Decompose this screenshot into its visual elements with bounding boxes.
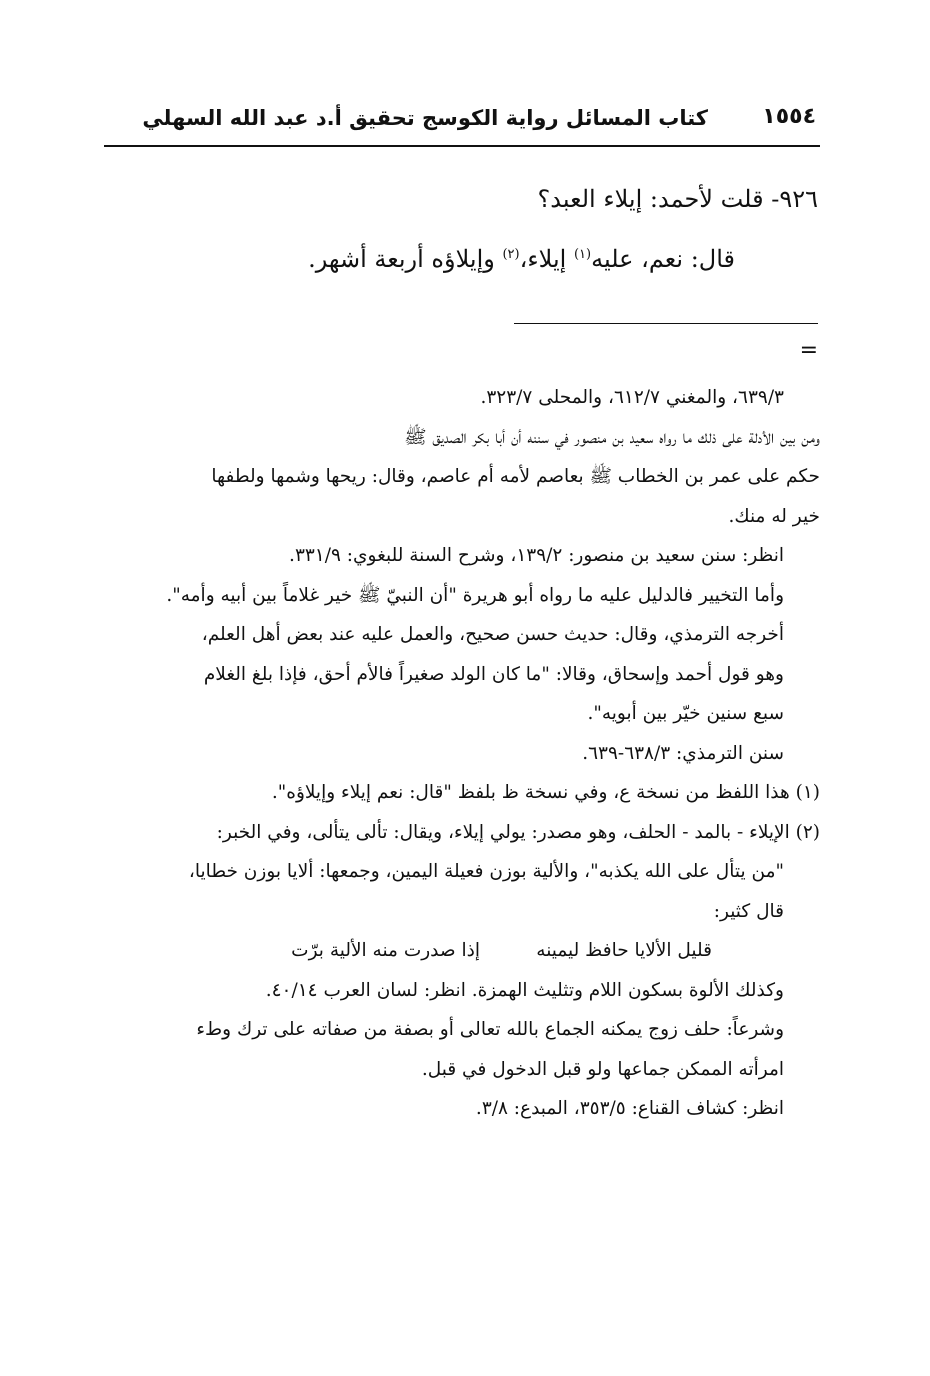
- footnote-line: "من يتأل على الله يكذبه"، والألية بوزن فعيلة اليمين، وجمعها: ألايا بوزن خطايا،: [188, 861, 784, 882]
- footnote-line: امرأته الممكن جماعها ولو قبل الدخول في قبل.: [421, 1058, 784, 1080]
- footnote-line: وهو قول أحمد وإسحاق، وقالا: "ما كان الولد صغيراً فالأم أحق، فإذا بلغ الغلام: [203, 663, 784, 685]
- footnote-separator: [514, 323, 818, 324]
- footnote-line: أخرجه الترمذي، وقال: حديث حسن صحيح، والعمل عليه عند بعض أهل العلم،: [201, 624, 784, 645]
- footnote-line: ومن بين الأدلة على ذلك ما رواه سعيد بن منصور في سننه أن أبا بكر الصديق ﷺ: [404, 426, 820, 448]
- book-title: كتاب المسائل رواية الكوسج تحقيق أ.د عبد الله السهلي: [142, 106, 708, 130]
- footnote-line: حكم على عمر بن الخطاب ﷺ بعاصم لأمه أم عاصم، وقال: ريحها وشمها ولطفها: [211, 466, 820, 487]
- footnote-line: وشرعاً: حلف زوج يمكنه الجماع بالله تعالى أو بصفة من صفاته على ترك وطء: [196, 1019, 784, 1040]
- footnote-2: (٢) الإيلاء - بالمد - الحلف، وهو مصدر: يولي إيلاء، ويقال: تألى يتألى، وفي الخبر:: [216, 821, 820, 843]
- question-line: ٩٢٦- قلت لأحمد: إيلاء العبد؟: [537, 185, 818, 213]
- footnote-line: سبع سنين خيّر بين أبويه".: [587, 703, 784, 724]
- footnote-ref-2: (٢): [502, 247, 520, 262]
- running-header: [104, 104, 820, 142]
- footnote-line: قال كثير:: [713, 900, 784, 922]
- answer-text-3: وإيلاؤه أربعة أشهر.: [308, 245, 503, 273]
- footnote-line: خير له منك.: [728, 505, 820, 527]
- footnote-line: انظر: كشاف القناع: ٣٥٣/٥، المبدع: ٣/٨.: [475, 1098, 784, 1119]
- header-rule: [104, 145, 820, 147]
- footnote-line: ٦٣٩/٣، والمغني ٦١٢/٧، والمحلى ٣٢٣/٧.: [480, 387, 784, 408]
- footnote-1: (١) هذا اللفظ من نسخة ع، وفي نسخة ظ بلفظ "قال: نعم إيلاء وإيلاؤه".: [271, 782, 820, 803]
- page-number: ١٥٥٤: [762, 104, 816, 129]
- footnote-line: وكذلك الألوة بسكون اللام وتثليث الهمزة. انظر: لسان العرب ٤٠/١٤.: [265, 979, 784, 1001]
- poem-hemistich-1: قليل الألايا حافظ ليمينه: [536, 940, 712, 961]
- footnote-line: سنن الترمذي: ٦٣٨/٣-٦٣٩.: [582, 742, 784, 764]
- footnote-line: وأما التخيير فالدليل عليه ما رواه أبو هريرة "أن النبيّ ﷺ خير غلاماً بين أبيه وأمه".: [166, 584, 784, 606]
- footnotes-block: [104, 378, 820, 1129]
- footnote-line: انظر: سنن سعيد بن منصور: ١٣٩/٢، وشرح السنة للبغوي: ٣٣١/٩.: [289, 545, 784, 566]
- poem-hemistich-2: إذا صدرت منه الألية برّت: [291, 940, 480, 961]
- footnote-ref-1: (١): [573, 247, 592, 262]
- poem-verse: [104, 931, 820, 971]
- answer-line: [308, 245, 735, 273]
- answer-text-1: قال: نعم، عليه: [591, 245, 735, 273]
- continuation-mark: =: [799, 338, 818, 363]
- answer-text-2: إيلاء،: [519, 245, 574, 273]
